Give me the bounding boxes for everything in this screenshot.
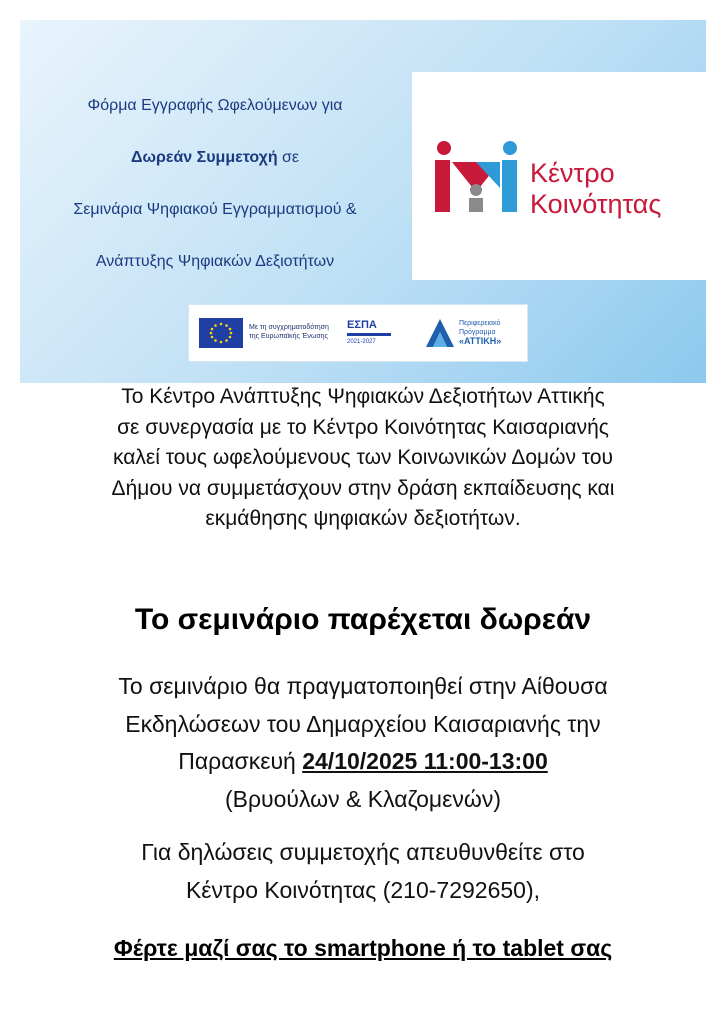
venue-address: (Βρυούλων & Κλαζομενών) <box>224 785 502 812</box>
banner-line-4: Ανάπτυξης Ψηφιακών Δεξιοτήτων <box>95 253 335 270</box>
bring-device-notice: Φέρτε μαζί σας το smartphone ή το tablet σας <box>113 935 613 961</box>
seminar-date: 24/10/2025 11:00-13:00 <box>302 748 548 774</box>
banner-title <box>20 80 410 288</box>
seminar-details: Το σεμινάριο θα πραγματοποιηθεί στην Αίθουσα Εκδηλώσεων του Δημαρχείου Καισαριανής την Παρασκευή 24/10/2025 11:00-13:00 (Βρυούλων & Κλαζομενών) <box>20 668 706 818</box>
banner-line-3: Σεμινάρια Ψηφιακού Εγγραμματισμού & <box>73 201 357 218</box>
banner-line-2: Δωρεάν Συμμετοχή σε <box>130 149 300 166</box>
contact-phone: Κέντρο Κοινότητας (210-7292650), <box>185 877 541 903</box>
community-center-logo <box>412 72 706 280</box>
contact-info: Για δηλώσεις συμμετοχής απευθυνθείτε στο Κέντρο Κοινότητας (210-7292650), <box>20 833 706 909</box>
espa-logo: ΕΣΠΑ 2021-2027 <box>347 319 403 346</box>
header-banner <box>20 20 706 383</box>
community-center-logo-icon <box>430 138 524 218</box>
attiki-region-icon <box>423 316 457 350</box>
funding-logos <box>188 304 528 362</box>
eu-cofunding-text: Με τη συγχρηματοδότηση της Ευρωπαϊκής Ένωσης <box>249 324 329 340</box>
attiki-program-text: Περιφερειακό Πρόγραμμα «ΑΤΤΙΚΗ» <box>459 320 502 346</box>
eu-flag-icon <box>199 318 243 348</box>
logo-text: Κέντρο Κοινότητας <box>530 158 662 219</box>
banner-line-1: Φόρμα Εγγραφής Ωφελούμενων για <box>87 97 343 114</box>
intro-paragraph: Το Κέντρο Ανάπτυξης Ψηφιακών Δεξιοτήτων Αττικής σε συνεργασία με το Κέντρο Κοινότητας Καισαριανής καλεί τους ωφελούμενους των Κοινωνικών Δομών του Δήμου να συμμετάσχουν στην δράση εκπαίδευσης και εκμάθησης ψηφιακών δεξιοτήτων. <box>111 385 615 530</box>
banner-free-label: Δωρεάν Συμμετοχή <box>130 149 278 166</box>
free-seminar-headline: Το σεμινάριο παρέχεται δωρεάν <box>134 603 592 636</box>
